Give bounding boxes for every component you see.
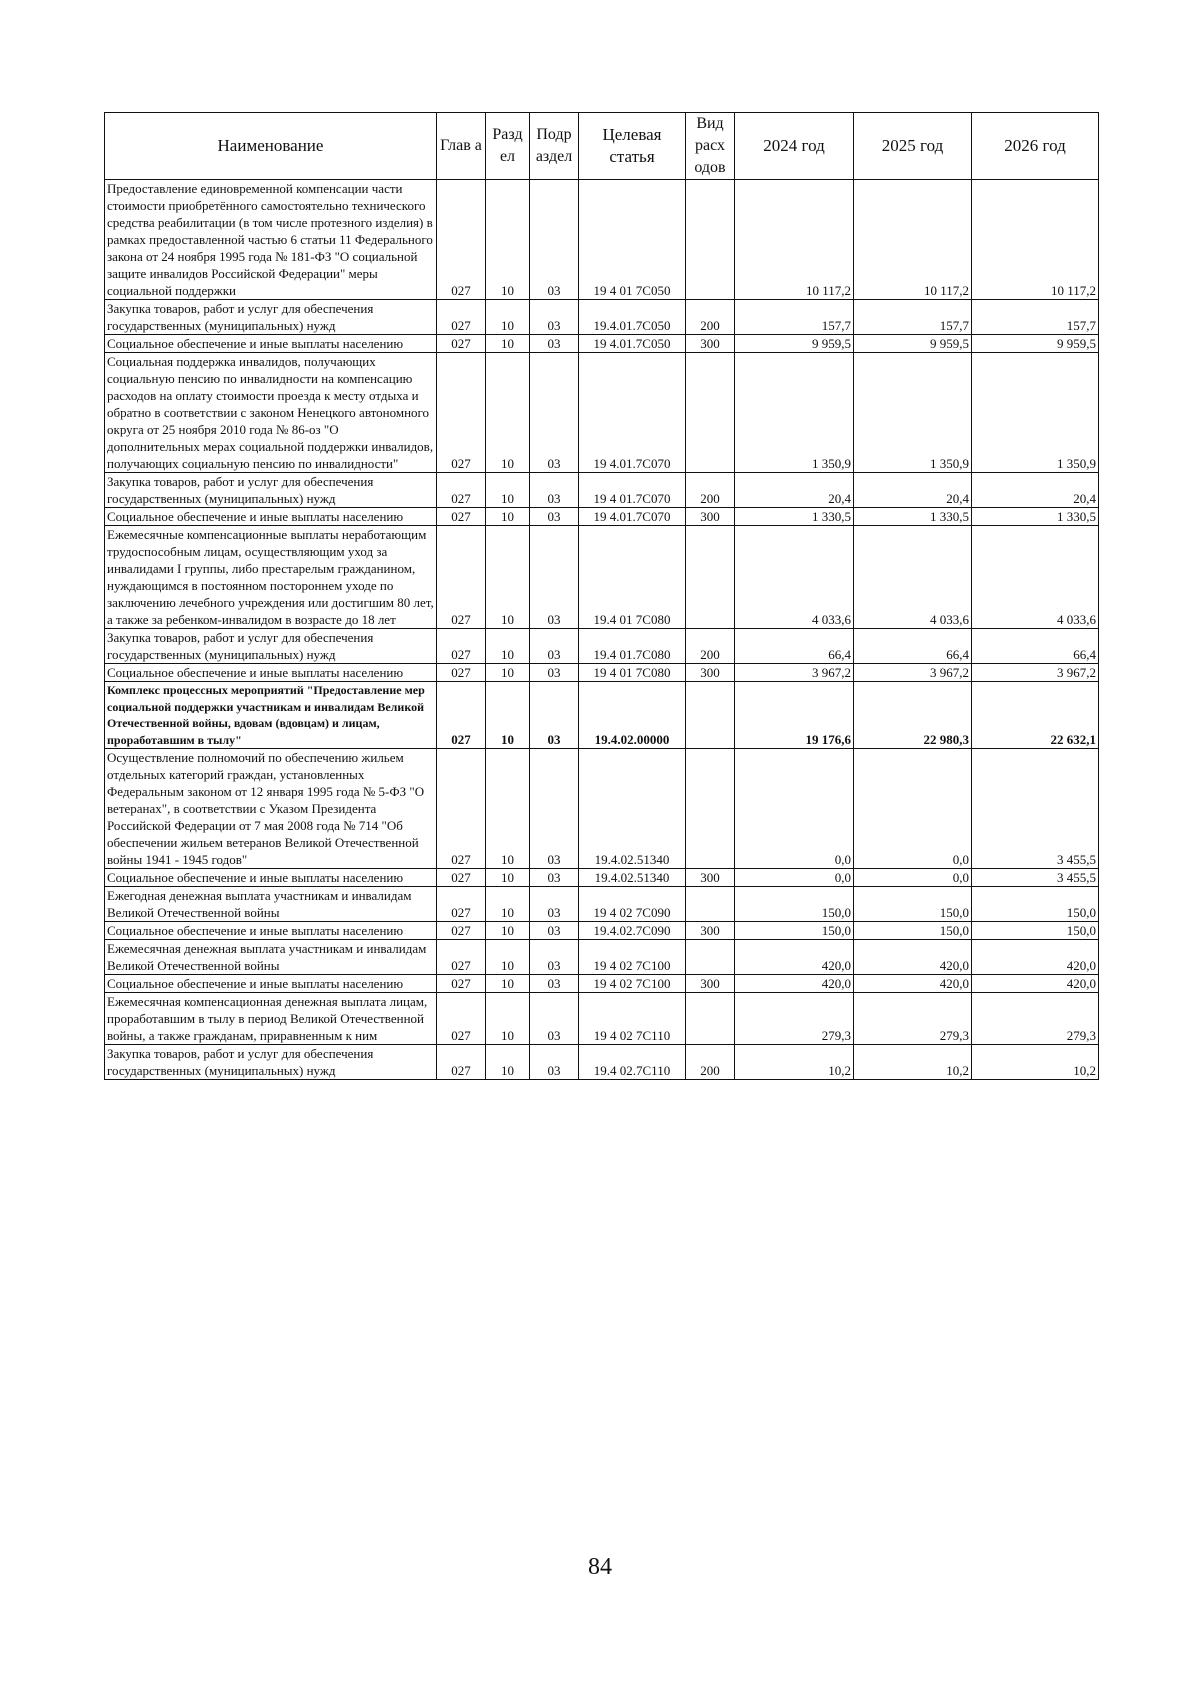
table-row — [105, 300, 1099, 335]
row-podrazdel-cell: 03 — [530, 940, 579, 975]
table-row — [105, 664, 1099, 682]
header-target: Целевая статья — [579, 113, 686, 180]
row-2026-cell: 3 455,5 — [972, 749, 1099, 869]
row-2025-cell: 22 980,3 — [854, 682, 972, 749]
row-vid-cell: 200 — [686, 629, 735, 664]
row-target-cell: 19.4.02.51340 — [579, 749, 686, 869]
row-glava-cell: 027 — [437, 335, 486, 353]
row-razdel-cell: 10 — [486, 353, 530, 473]
row-2025-cell: 420,0 — [854, 975, 972, 993]
table-row — [105, 869, 1099, 887]
row-vid-cell: 300 — [686, 869, 735, 887]
row-2025-cell: 1 350,9 — [854, 353, 972, 473]
row-glava-cell: 027 — [437, 629, 486, 664]
row-2026-cell: 279,3 — [972, 993, 1099, 1045]
row-vid-cell: 300 — [686, 975, 735, 993]
row-target-cell: 19.4 02.7С110 — [579, 1045, 686, 1080]
row-name-cell: Закупка товаров, работ и услуг для обеспечения государственных (муниципальных) нужд — [105, 629, 437, 664]
row-2024-cell: 0,0 — [735, 749, 854, 869]
row-razdel-cell: 10 — [486, 887, 530, 922]
row-name-cell: Социальное обеспечение и иные выплаты населению — [105, 335, 437, 353]
row-target-cell: 19.4.02.7С090 — [579, 922, 686, 940]
row-2024-cell: 19 176,6 — [735, 682, 854, 749]
row-2026-cell: 150,0 — [972, 922, 1099, 940]
row-glava-cell: 027 — [437, 353, 486, 473]
row-glava-cell: 027 — [437, 922, 486, 940]
row-razdel-cell: 10 — [486, 869, 530, 887]
header-glava: Глав а — [437, 113, 486, 180]
row-2024-cell: 1 350,9 — [735, 353, 854, 473]
table-row — [105, 526, 1099, 629]
table-row — [105, 993, 1099, 1045]
row-podrazdel-cell: 03 — [530, 922, 579, 940]
row-name-cell: Закупка товаров, работ и услуг для обеспечения государственных (муниципальных) нужд — [105, 300, 437, 335]
row-target-cell: 19 4.01.7С070 — [579, 353, 686, 473]
row-vid-cell: 300 — [686, 664, 735, 682]
row-podrazdel-cell: 03 — [530, 993, 579, 1045]
row-2025-cell: 1 330,5 — [854, 508, 972, 526]
row-razdel-cell: 10 — [486, 682, 530, 749]
row-podrazdel-cell: 03 — [530, 473, 579, 508]
row-name-cell: Социальная поддержка инвалидов, получающих социальную пенсию по инвалидности на компенсацию расходов на оплату стоимости проезда к месту отдыха и обратно в соответствии с законом Ненецкого автономного округа от 25 ноября 2010 года № 86-оз "О дополнительных мерах социальной поддержки инвалидов, получающих социальную пенсию по инвалидности" — [105, 353, 437, 473]
row-2025-cell: 0,0 — [854, 749, 972, 869]
row-target-cell: 19.4.01.7С050 — [579, 300, 686, 335]
row-target-cell: 19 4.01.7С070 — [579, 508, 686, 526]
header-vid: Вид расх одов — [686, 113, 735, 180]
row-vid-cell — [686, 993, 735, 1045]
row-glava-cell: 027 — [437, 887, 486, 922]
row-razdel-cell: 10 — [486, 335, 530, 353]
row-glava-cell: 027 — [437, 1045, 486, 1080]
table-body — [105, 180, 1099, 1080]
row-2024-cell: 157,7 — [735, 300, 854, 335]
row-razdel-cell: 10 — [486, 526, 530, 629]
row-2026-cell: 20,4 — [972, 473, 1099, 508]
row-2024-cell: 20,4 — [735, 473, 854, 508]
row-razdel-cell: 10 — [486, 300, 530, 335]
row-2024-cell: 0,0 — [735, 869, 854, 887]
row-target-cell: 19.4 01.7С080 — [579, 629, 686, 664]
row-2026-cell: 420,0 — [972, 975, 1099, 993]
row-target-cell: 19.4 01 7С080 — [579, 526, 686, 629]
row-2024-cell: 10,2 — [735, 1045, 854, 1080]
row-name-cell: Ежемесячные компенсационные выплаты неработающим трудоспособным лицам, осуществляющим уход за инвалидами I группы, либо престарелым гражданином, нуждающимся в постоянном постороннем уходе по заключению лечебного учреждения или достигшим 80 лет, а также за ребенком-инвалидом в возрасте до 18 лет — [105, 526, 437, 629]
header-name: Наименование — [105, 113, 437, 180]
row-2024-cell: 150,0 — [735, 922, 854, 940]
row-name-cell: Осуществление полномочий по обеспечению жильем отдельных категорий граждан, установленных Федеральным законом от 12 января 1995 года № 5-ФЗ "О ветеранах", в соответствии с Указом Президента Российской Федерации от 7 мая 2008 года № 714 "Об обеспечении жильем ветеранов Великой Отечественной войны 1941 - 1945 годов" — [105, 749, 437, 869]
row-razdel-cell: 10 — [486, 664, 530, 682]
row-2025-cell: 66,4 — [854, 629, 972, 664]
row-vid-cell — [686, 180, 735, 300]
row-glava-cell: 027 — [437, 975, 486, 993]
row-2026-cell: 1 330,5 — [972, 508, 1099, 526]
row-target-cell: 19 4 02 7С100 — [579, 940, 686, 975]
row-name-cell: Социальное обеспечение и иные выплаты населению — [105, 975, 437, 993]
table-row — [105, 1045, 1099, 1080]
table-row — [105, 473, 1099, 508]
row-razdel-cell: 10 — [486, 975, 530, 993]
row-vid-cell: 300 — [686, 508, 735, 526]
row-2026-cell: 4 033,6 — [972, 526, 1099, 629]
row-glava-cell: 027 — [437, 940, 486, 975]
row-razdel-cell: 10 — [486, 993, 530, 1045]
row-2024-cell: 1 330,5 — [735, 508, 854, 526]
row-2026-cell: 9 959,5 — [972, 335, 1099, 353]
row-razdel-cell: 10 — [486, 749, 530, 869]
row-2025-cell: 0,0 — [854, 869, 972, 887]
row-2026-cell: 1 350,9 — [972, 353, 1099, 473]
row-podrazdel-cell: 03 — [530, 180, 579, 300]
row-2026-cell: 3 455,5 — [972, 869, 1099, 887]
table-row — [105, 629, 1099, 664]
row-name-cell: Ежемесячная денежная выплата участникам и инвалидам Великой Отечественной войны — [105, 940, 437, 975]
row-name-cell: Социальное обеспечение и иные выплаты населению — [105, 508, 437, 526]
row-podrazdel-cell: 03 — [530, 335, 579, 353]
row-name-cell: Предоставление единовременной компенсации части стоимости приобретённого самостоятельно технического средства реабилитации (в том числе протезного изделия) в рамках предоставленной частью 6 статьи 11 Федерального закона от 24 ноября 1995 года № 181-ФЗ "О социальной защите инвалидов Российской Федерации" меры социальной поддержки — [105, 180, 437, 300]
row-2025-cell: 10,2 — [854, 1045, 972, 1080]
row-name-cell: Закупка товаров, работ и услуг для обеспечения государственных (муниципальных) нужд — [105, 473, 437, 508]
row-razdel-cell: 10 — [486, 473, 530, 508]
row-vid-cell — [686, 682, 735, 749]
row-glava-cell: 027 — [437, 300, 486, 335]
row-glava-cell: 027 — [437, 526, 486, 629]
row-vid-cell: 300 — [686, 922, 735, 940]
row-target-cell: 19 4.01.7С050 — [579, 335, 686, 353]
table-row — [105, 180, 1099, 300]
row-2025-cell: 420,0 — [854, 940, 972, 975]
row-podrazdel-cell: 03 — [530, 629, 579, 664]
row-glava-cell: 027 — [437, 682, 486, 749]
row-2024-cell: 66,4 — [735, 629, 854, 664]
table-row — [105, 975, 1099, 993]
row-target-cell: 19 4 02 7С110 — [579, 993, 686, 1045]
row-podrazdel-cell: 03 — [530, 869, 579, 887]
row-podrazdel-cell: 03 — [530, 682, 579, 749]
table-row — [105, 922, 1099, 940]
row-2026-cell: 3 967,2 — [972, 664, 1099, 682]
row-target-cell: 19 4 02 7С100 — [579, 975, 686, 993]
row-razdel-cell: 10 — [486, 629, 530, 664]
row-vid-cell — [686, 526, 735, 629]
row-2025-cell: 10 117,2 — [854, 180, 972, 300]
row-2024-cell: 9 959,5 — [735, 335, 854, 353]
table-row — [105, 682, 1099, 749]
row-name-cell: Социальное обеспечение и иные выплаты населению — [105, 922, 437, 940]
row-name-cell: Комплекс процессных мероприятий "Предоставление мер социальной поддержки участникам и инвалидам Великой Отечественной войны, вдовам (вдовцам) и лицам, проработавшим в тылу" — [105, 682, 437, 749]
row-target-cell: 19 4 02 7С090 — [579, 887, 686, 922]
row-vid-cell: 300 — [686, 335, 735, 353]
row-razdel-cell: 10 — [486, 508, 530, 526]
row-vid-cell: 200 — [686, 473, 735, 508]
row-2025-cell: 20,4 — [854, 473, 972, 508]
row-target-cell: 19 4 01 7С080 — [579, 664, 686, 682]
row-2024-cell: 4 033,6 — [735, 526, 854, 629]
row-2026-cell: 10,2 — [972, 1045, 1099, 1080]
row-razdel-cell: 10 — [486, 940, 530, 975]
row-2026-cell: 66,4 — [972, 629, 1099, 664]
page-number: 84 — [588, 1554, 612, 1580]
row-2026-cell: 150,0 — [972, 887, 1099, 922]
row-podrazdel-cell: 03 — [530, 1045, 579, 1080]
row-podrazdel-cell: 03 — [530, 353, 579, 473]
row-2024-cell: 150,0 — [735, 887, 854, 922]
table-row — [105, 749, 1099, 869]
header-2026: 2026 год — [972, 113, 1099, 180]
table-row — [105, 508, 1099, 526]
row-target-cell: 19 4 01.7С070 — [579, 473, 686, 508]
row-2025-cell: 150,0 — [854, 922, 972, 940]
row-name-cell: Закупка товаров, работ и услуг для обеспечения государственных (муниципальных) нужд — [105, 1045, 437, 1080]
header-2024: 2024 год — [735, 113, 854, 180]
row-podrazdel-cell: 03 — [530, 887, 579, 922]
table-header-row — [105, 113, 1099, 180]
row-glava-cell: 027 — [437, 180, 486, 300]
row-podrazdel-cell: 03 — [530, 664, 579, 682]
row-2025-cell: 4 033,6 — [854, 526, 972, 629]
row-target-cell: 19.4.02.51340 — [579, 869, 686, 887]
row-name-cell: Социальное обеспечение и иные выплаты населению — [105, 664, 437, 682]
row-name-cell: Ежегодная денежная выплата участникам и инвалидам Великой Отечественной войны — [105, 887, 437, 922]
row-2024-cell: 420,0 — [735, 975, 854, 993]
table-row — [105, 887, 1099, 922]
row-podrazdel-cell: 03 — [530, 526, 579, 629]
row-vid-cell — [686, 353, 735, 473]
row-vid-cell — [686, 940, 735, 975]
header-razdel: Разд ел — [486, 113, 530, 180]
row-podrazdel-cell: 03 — [530, 300, 579, 335]
row-glava-cell: 027 — [437, 664, 486, 682]
row-vid-cell — [686, 749, 735, 869]
row-podrazdel-cell: 03 — [530, 749, 579, 869]
row-target-cell: 19.4.02.00000 — [579, 682, 686, 749]
row-name-cell: Социальное обеспечение и иные выплаты населению — [105, 869, 437, 887]
row-2026-cell: 22 632,1 — [972, 682, 1099, 749]
row-podrazdel-cell: 03 — [530, 975, 579, 993]
row-2026-cell: 420,0 — [972, 940, 1099, 975]
row-glava-cell: 027 — [437, 749, 486, 869]
table-row — [105, 940, 1099, 975]
row-razdel-cell: 10 — [486, 180, 530, 300]
header-podrazdel: Подр аздел — [530, 113, 579, 180]
row-vid-cell: 200 — [686, 1045, 735, 1080]
row-2025-cell: 9 959,5 — [854, 335, 972, 353]
row-2024-cell: 420,0 — [735, 940, 854, 975]
budget-table — [104, 112, 1099, 1080]
row-glava-cell: 027 — [437, 508, 486, 526]
row-razdel-cell: 10 — [486, 922, 530, 940]
row-target-cell: 19 4 01 7С050 — [579, 180, 686, 300]
row-2025-cell: 3 967,2 — [854, 664, 972, 682]
row-2024-cell: 279,3 — [735, 993, 854, 1045]
row-glava-cell: 027 — [437, 869, 486, 887]
row-2025-cell: 157,7 — [854, 300, 972, 335]
row-vid-cell — [686, 887, 735, 922]
table-row — [105, 353, 1099, 473]
row-razdel-cell: 10 — [486, 1045, 530, 1080]
row-2024-cell: 10 117,2 — [735, 180, 854, 300]
row-2025-cell: 279,3 — [854, 993, 972, 1045]
table-row — [105, 335, 1099, 353]
row-2026-cell: 10 117,2 — [972, 180, 1099, 300]
row-glava-cell: 027 — [437, 993, 486, 1045]
row-name-cell: Ежемесячная компенсационная денежная выплата лицам, проработавшим в тылу в период Великой Отечественной войны, а также гражданам, приравненным к ним — [105, 993, 437, 1045]
row-2025-cell: 150,0 — [854, 887, 972, 922]
header-2025: 2025 год — [854, 113, 972, 180]
row-2024-cell: 3 967,2 — [735, 664, 854, 682]
row-vid-cell: 200 — [686, 300, 735, 335]
row-glava-cell: 027 — [437, 473, 486, 508]
row-2026-cell: 157,7 — [972, 300, 1099, 335]
row-podrazdel-cell: 03 — [530, 508, 579, 526]
